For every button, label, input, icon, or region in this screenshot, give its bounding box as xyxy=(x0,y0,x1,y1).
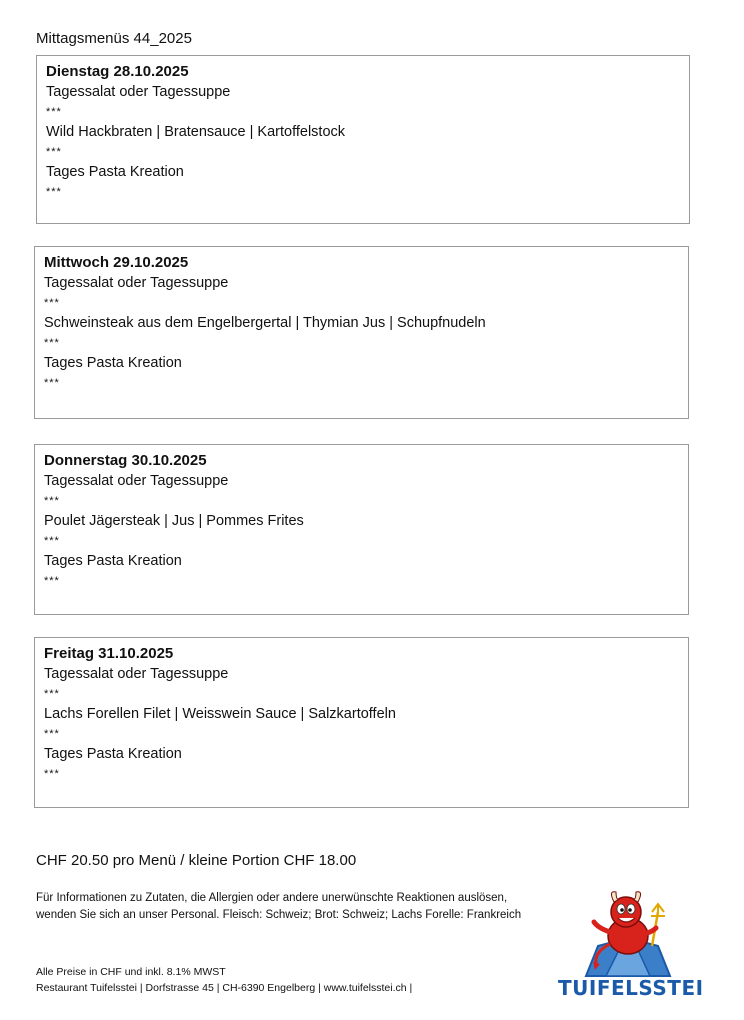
starter-item: Tagessalat oder Tagessuppe xyxy=(44,473,229,489)
devil-mascot-icon xyxy=(558,888,698,980)
pasta-item: Tages Pasta Kreation xyxy=(44,746,182,762)
separator: *** xyxy=(44,728,60,740)
price-info: CHF 20.50 pro Menü / kleine Portion CHF 18.00 xyxy=(36,852,357,869)
footer xyxy=(36,964,412,996)
restaurant-logo xyxy=(558,888,704,1000)
allergy-line: wenden Sie sich an unser Personal. Fleisch: Schweiz; Brot: Schweiz; Lachs Forelle: Frankreich xyxy=(36,909,522,921)
day-title: Freitag 31.10.2025 xyxy=(44,645,174,662)
vat-note: Alle Preise in CHF und inkl. 8.1% MWST xyxy=(36,966,226,978)
separator: *** xyxy=(44,337,60,349)
day-menu-thursday xyxy=(34,444,689,615)
main-dish: Lachs Forellen Filet | Weisswein Sauce | Salzkartoffeln xyxy=(44,706,396,722)
starter-item: Tagessalat oder Tagessuppe xyxy=(44,275,229,291)
separator: *** xyxy=(44,297,60,309)
pasta-item: Tages Pasta Kreation xyxy=(46,164,184,180)
separator: *** xyxy=(44,535,60,547)
main-dish: Poulet Jägersteak | Jus | Pommes Frites xyxy=(44,513,304,529)
restaurant-address: Restaurant Tuifelsstei | Dorfstrasse 45 | CH-6390 Engelberg | www.tuifelsstei.ch | xyxy=(36,982,413,994)
starter-item: Tagessalat oder Tagessuppe xyxy=(46,84,231,100)
starter-item: Tagessalat oder Tagessuppe xyxy=(44,666,229,682)
separator: *** xyxy=(44,575,60,587)
separator: *** xyxy=(46,106,62,118)
separator: *** xyxy=(44,495,60,507)
separator: *** xyxy=(46,186,62,198)
day-menu-friday xyxy=(34,637,689,808)
allergy-line: Für Informationen zu Zutaten, die Allergien oder andere unerwünschte Reaktionen auslösen, xyxy=(36,892,508,904)
pasta-item: Tages Pasta Kreation xyxy=(44,355,182,371)
separator: *** xyxy=(44,377,60,389)
day-menu-wednesday xyxy=(34,246,689,419)
pasta-item: Tages Pasta Kreation xyxy=(44,553,182,569)
day-title: Mittwoch 29.10.2025 xyxy=(44,254,189,271)
allergy-notice xyxy=(36,890,576,924)
logo-text: TUIFELSSTEI xyxy=(558,976,704,1000)
main-dish: Schweinsteak aus dem Engelbergertal | Thymian Jus | Schupfnudeln xyxy=(44,315,486,331)
day-title: Donnerstag 30.10.2025 xyxy=(44,452,207,469)
separator: *** xyxy=(44,768,60,780)
day-title: Dienstag 28.10.2025 xyxy=(46,63,189,80)
separator: *** xyxy=(44,688,60,700)
page-title: Mittagsmenüs 44_2025 xyxy=(36,30,192,47)
main-dish: Wild Hackbraten | Bratensauce | Kartoffelstock xyxy=(46,124,346,140)
day-menu-tuesday xyxy=(36,55,690,224)
separator: *** xyxy=(46,146,62,158)
